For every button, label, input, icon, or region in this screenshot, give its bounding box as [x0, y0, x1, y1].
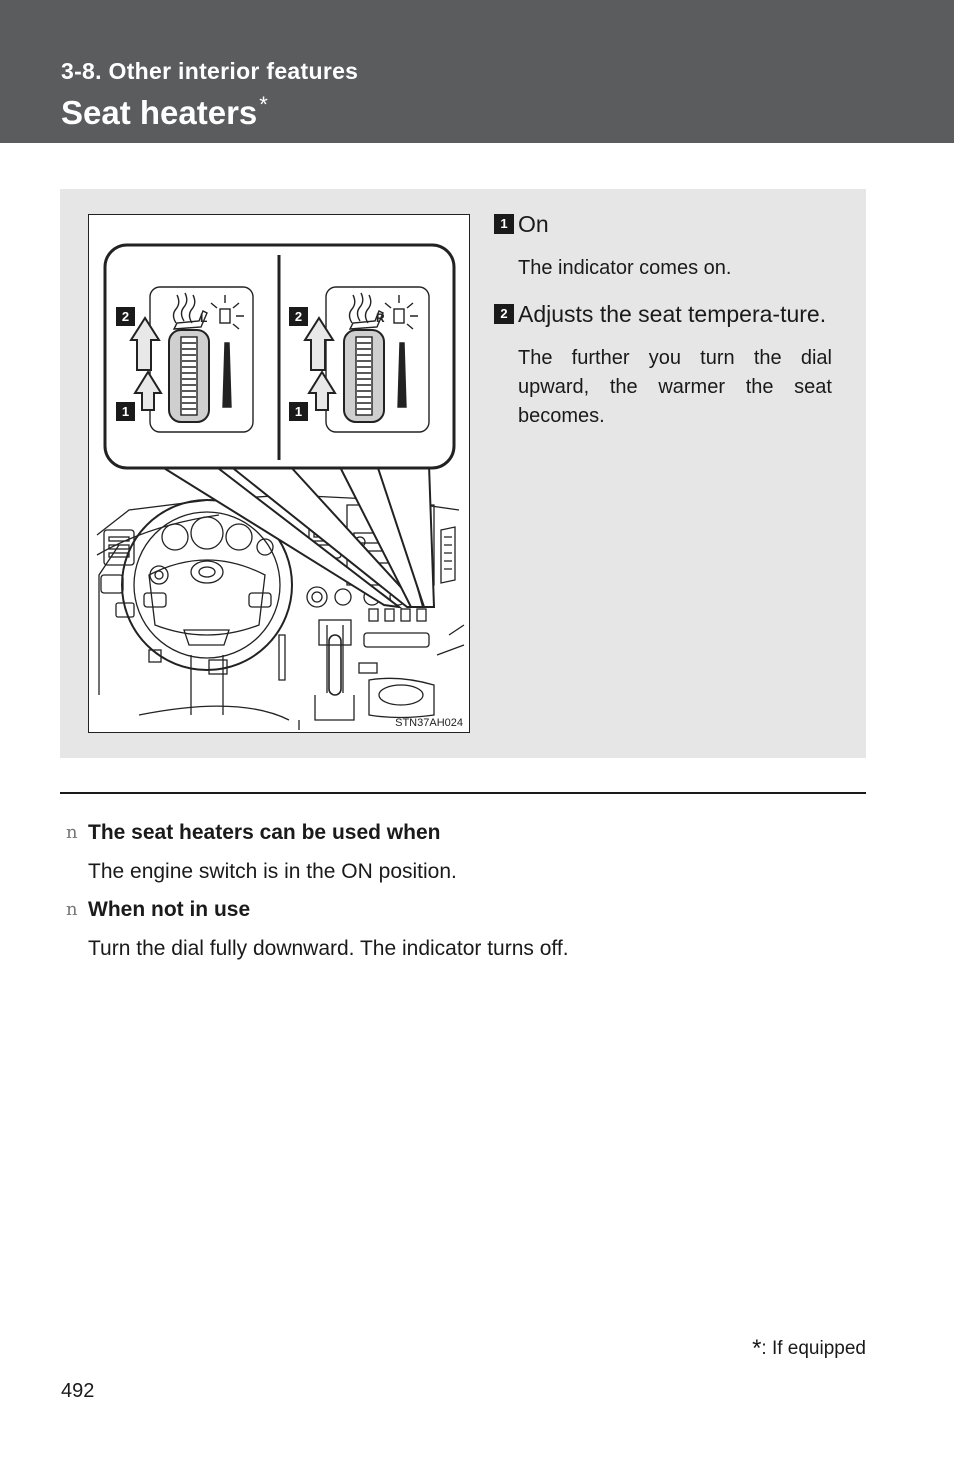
bullet-icon: n — [66, 822, 78, 843]
step-1 — [494, 207, 832, 283]
note-body: The engine switch is in the ON position. — [88, 860, 457, 883]
dashboard-drawing — [89, 215, 469, 732]
footnote-text: : If equipped — [761, 1338, 866, 1359]
step-list — [494, 207, 832, 445]
right-switch-letter: R — [376, 311, 385, 325]
svg-text:1: 1 — [294, 404, 303, 419]
svg-text:1: 1 — [121, 404, 130, 419]
step-label: Adjusts the seat tempera-ture. — [518, 301, 827, 327]
callout-badge-right-2 — [289, 307, 308, 326]
callout-badge-left-2 — [116, 307, 135, 326]
step-number-badge: 2 — [494, 304, 514, 324]
step-2 — [494, 297, 832, 431]
footnote — [752, 1335, 866, 1363]
callout-badge-right-1 — [289, 402, 308, 421]
illustration-panel — [60, 189, 866, 758]
section-label: 3-8. Other interior features — [61, 58, 359, 84]
svg-text:2: 2 — [294, 309, 303, 324]
note-usage-condition — [66, 818, 866, 887]
note-heading: When not in use — [88, 898, 251, 921]
page-number: 492 — [61, 1380, 95, 1402]
svg-text:2: 2 — [121, 309, 130, 324]
left-switch-letter: L — [200, 311, 208, 325]
callout-badge-left-1 — [116, 402, 135, 421]
note-body: Turn the dial fully downward. The indicator turns off. — [88, 937, 569, 960]
page-title — [61, 92, 268, 132]
page-header — [0, 0, 954, 143]
step-label: On — [518, 211, 549, 237]
notes-section — [66, 818, 866, 972]
note-heading: The seat heaters can be used when — [88, 821, 441, 844]
seat-heater-illustration — [88, 214, 470, 733]
step-description: The indicator comes on. — [518, 257, 732, 279]
section-divider — [60, 792, 866, 794]
step-description: The further you turn the dial upward, the warmer the seat becomes. — [518, 347, 832, 427]
note-when-not-in-use — [66, 895, 866, 964]
title-text: Seat heaters — [61, 94, 258, 131]
bullet-icon: n — [66, 899, 78, 920]
figure-code: STN37AH024 — [395, 717, 463, 729]
asterisk-mark: * — [752, 1335, 762, 1362]
if-equipped-mark: * — [259, 92, 268, 117]
step-number-badge: 1 — [494, 214, 514, 234]
